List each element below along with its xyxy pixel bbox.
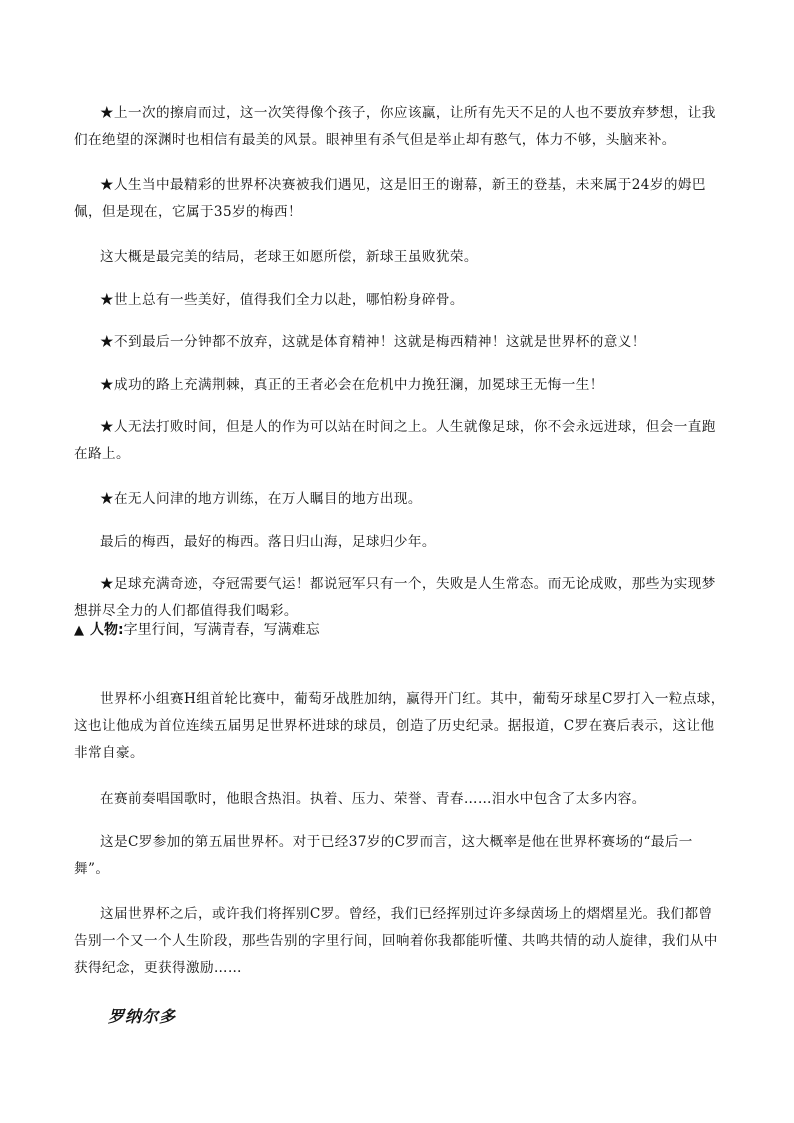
section-paragraph-2: 在赛前奏唱国歌时，他眼含热泪。执着、压力、荣誉、青春……泪水中包含了太多内容。 xyxy=(100,791,646,807)
paragraph-8: ★在无人问津的地方训练，在万人瞩目的地方出现。 xyxy=(100,491,422,507)
paragraph-6: ★成功的路上充满荆棘，真正的王者必会在危机中力挽狂澜，加冕球王无悔一生！ xyxy=(100,377,604,393)
triangle-icon: ▲ xyxy=(74,623,84,638)
paragraph-4: ★世上总有一些美好，值得我们全力以赴，哪怕粉身碎骨。 xyxy=(100,292,464,308)
signature: 罗纳尔多 xyxy=(108,1007,177,1026)
section-paragraph-3: 这是C罗参加的第五届世界杯。对于已经37岁的C罗而言，这大概率是他在世界杯赛场的“最后一舞”。 xyxy=(74,834,693,877)
paragraph-3: 这大概是最完美的结局，老球王如愿所偿，新球王虽败犹荣。 xyxy=(100,249,478,265)
paragraph-7: ★人无法打败时间，但是人的作为可以站在时间之上。人生就像足球，你不会永远进球，但会一直跑在路上。 xyxy=(74,419,716,462)
section-paragraph-4: 这届世界杯之后，或许我们将挥别C罗。曾经，我们已经挥别过许多绿茵场上的熠熠星光。我们都曾告别一个又一个人生阶段，那些告别的字里行间，回响着你我都能听懂、共鸣共情的动人旋律，我们从中获得纪念，更获得激励…… xyxy=(74,906,718,976)
paragraph-5: ★不到最后一分钟都不放弃，这就是体育精神！这就是梅西精神！这就是世界杯的意义！ xyxy=(100,334,646,350)
paragraph-1: ★上一次的擦肩而过，这一次笑得像个孩子，你应该赢，让所有先天不足的人也不要放弃梦想，让我们在绝望的深渊时也相信有最美的风景。眼神里有杀气但是举止却有憨气，体力不够，头脑来补。 xyxy=(74,105,716,148)
paragraph-9: 最后的梅西，最好的梅西。落日归山海，足球归少年。 xyxy=(100,534,436,550)
paragraph-2: ★人生当中最精彩的世界杯决赛被我们遇见，这是旧王的谢幕，新王的登基，未来属于24岁的姆巴佩，但是现在，它属于35岁的梅西！ xyxy=(74,177,706,220)
paragraph-10: ★足球充满奇迹，夺冠需要气运！都说冠军只有一个，失败是人生常态。而无论成败，那些为实现梦想拼尽全力的人们都值得我们喝彩。 xyxy=(74,576,716,619)
section-title: 字里行间，写满青春，写满难忘 xyxy=(123,622,320,638)
section-paragraph-1: 世界杯小组赛H组首轮比赛中，葡萄牙战胜加纳，赢得开门红。其中，葡萄牙球星C罗打入一粒点球，这也让他成为首位连续五届男足世界杯进球的球员，创造了历史纪录。据报道，C罗在赛后表示，这让他非常自豪。 xyxy=(74,691,725,761)
section-label: 人物: xyxy=(90,622,124,638)
section-heading xyxy=(74,618,726,643)
